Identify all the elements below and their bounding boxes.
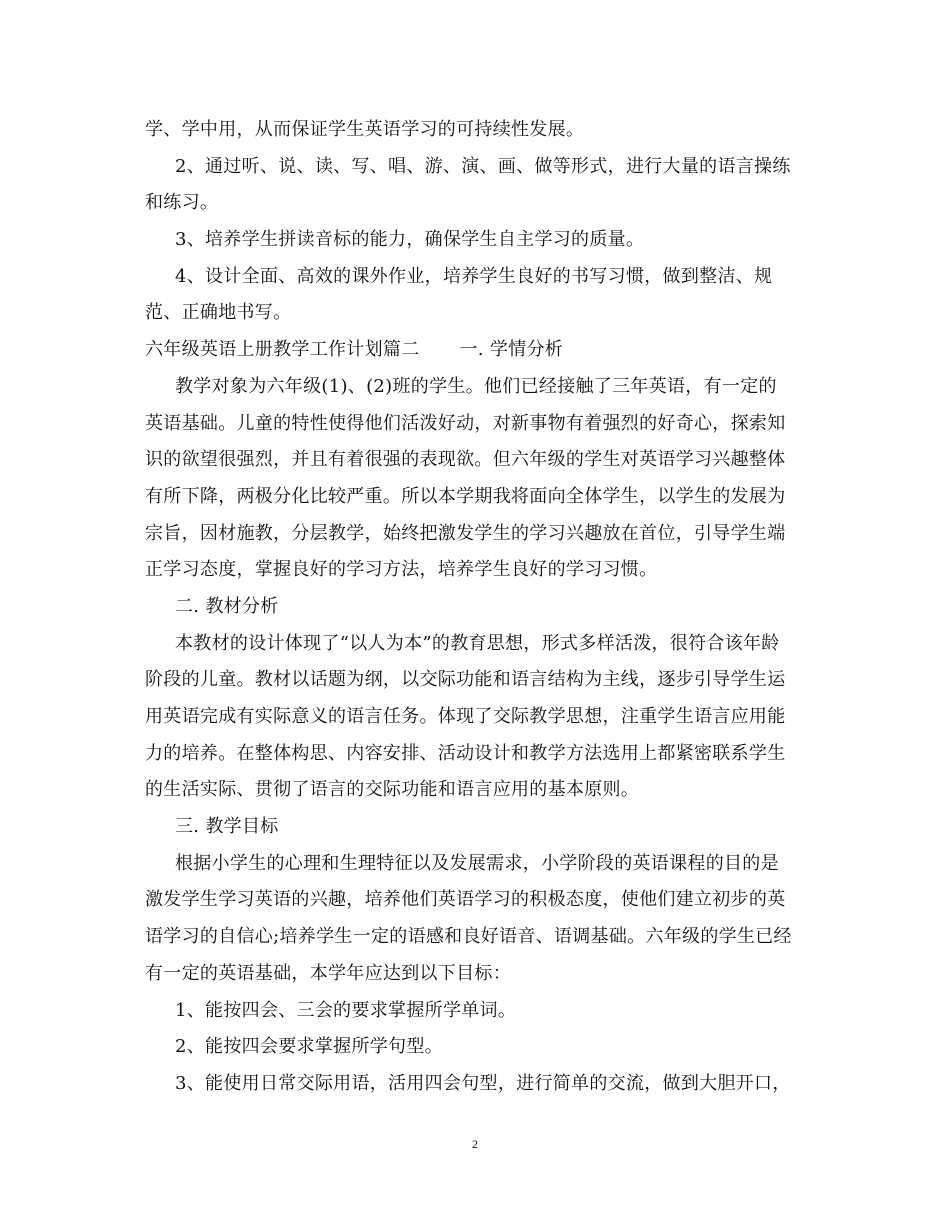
subheading-textbook-analysis: 二. 教材分析	[175, 595, 279, 617]
paragraph-line: 正学习态度，掌握良好的学习方法，培养学生良好的学习习惯。	[145, 559, 658, 581]
document-body	[145, 112, 810, 1103]
paragraph-line: 有一定的英语基础，本学年应达到以下目标：	[145, 962, 511, 984]
subheading-teaching-goals: 三. 教学目标	[175, 816, 279, 838]
paragraph-line: 的生活实际、贯彻了语言的交际功能和语言应用的基本原则。	[145, 779, 640, 801]
paragraph-line: 语学习的自信心;培养学生一定的语感和良好语音、语调基础。六年级的学生已经	[145, 926, 792, 948]
paragraph-line: 4、设计全面、高效的课外作业，培养学生良好的书写习惯，做到整洁、规	[175, 265, 773, 287]
list-item: 2、能按四会要求掌握所学句型。	[175, 1036, 443, 1058]
paragraph-line: 和练习。	[145, 192, 219, 214]
paragraph-line: 力的培养。在整体构思、内容安排、活动设计和教学方法选用上都紧密联系学生	[145, 742, 786, 764]
paragraph-line: 有所下降，两极分化比较严重。所以本学期我将面向全体学生，以学生的发展为	[145, 485, 786, 507]
section-subheading: 一. 学情分析	[459, 339, 564, 361]
paragraph-line: 2、通过听、说、读、写、唱、游、演、画、做等形式，进行大量的语言操练	[175, 155, 791, 177]
list-item: 1、能按四会、三会的要求掌握所学单词。	[175, 999, 517, 1021]
list-item: 3、能使用日常交际用语，活用四会句型，进行简单的交流，做到大胆开口，	[175, 1072, 791, 1094]
paragraph-line: 3、培养学生拼读音标的能力，确保学生自主学习的质量。	[175, 229, 645, 251]
paragraph-line: 激发学生学习英语的兴趣，培养他们英语学习的积极态度，使他们建立初步的英	[145, 889, 786, 911]
paragraph-line: 学、学中用，从而保证学生英语学习的可持续性发展。	[145, 119, 585, 140]
paragraph-line: 识的欲望很强烈，并且有着很强的表现欲。但六年级的学生对英语学习兴趣整体	[145, 449, 786, 471]
paragraph-line: 本教材的设计体现了“以人为本”的教育思想，形式多样活泼，很符合该年龄	[175, 632, 780, 654]
page-number: 2	[472, 1137, 478, 1151]
paragraph-line: 英语基础。儿童的特性使得他们活泼好动，对新事物有着强烈的好奇心，探索知	[145, 412, 786, 434]
paragraph-line: 根据小学生的心理和生理特征以及发展需求，小学阶段的英语课程的目的是	[175, 852, 779, 874]
section-title: 六年级英语上册教学工作计划篇二	[145, 339, 420, 361]
paragraph-line: 教学对象为六年级(1)、(2)班的学生。他们已经接触了三年英语，有一定的	[175, 375, 777, 397]
section-heading-line	[145, 332, 810, 369]
paragraph-line: 阶段的儿童。教材以话题为纲，以交际功能和语言结构为主线，逐步引导学生运	[145, 669, 786, 691]
paragraph-line: 范、正确地书写。	[145, 302, 292, 324]
paragraph-line: 宗旨，因材施教，分层教学，始终把激发学生的学习兴趣放在首位，引导学生端	[145, 522, 786, 544]
paragraph-line: 用英语完成有实际意义的语言任务。体现了交际教学思想，注重学生语言应用能	[145, 706, 786, 727]
